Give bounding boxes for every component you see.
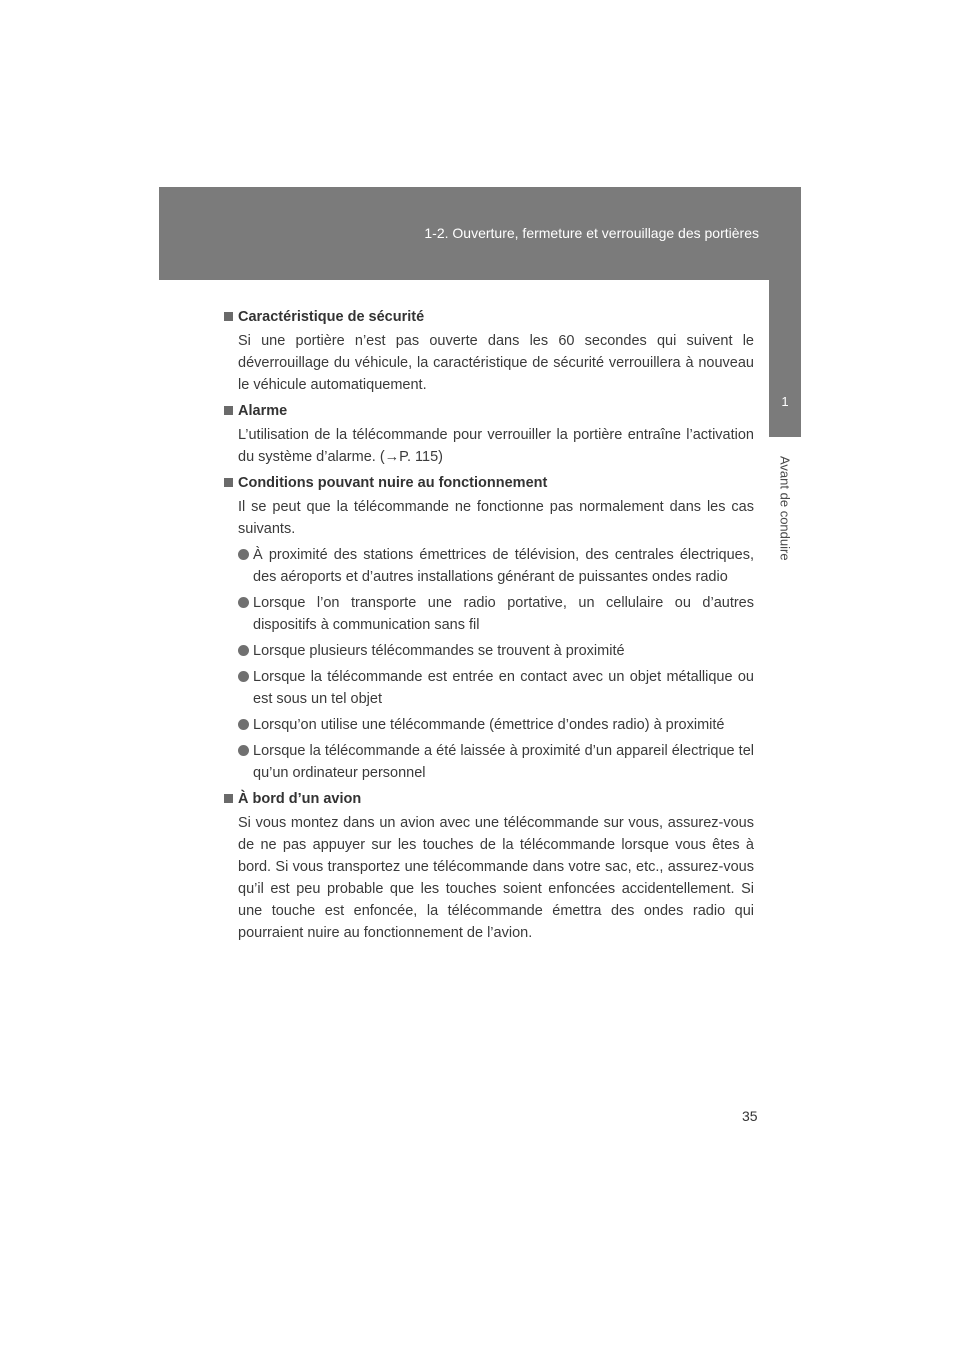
circle-bullet-icon bbox=[238, 719, 249, 730]
conditions-list bbox=[238, 544, 754, 784]
list-item: Lorsque la télécommande est entrée en contact avec un objet métallique ou est sous un tel objet bbox=[238, 666, 754, 710]
page-content bbox=[224, 306, 754, 948]
section-title: À bord d’un avion bbox=[224, 788, 754, 810]
circle-bullet-icon bbox=[238, 745, 249, 756]
section-title: Alarme bbox=[224, 400, 754, 422]
list-item: Lorsqu’on utilise une télécommande (émettrice d’ondes radio) à proximité bbox=[238, 714, 754, 736]
chapter-header bbox=[159, 187, 801, 280]
circle-bullet-icon bbox=[238, 549, 249, 560]
section-avion bbox=[224, 788, 754, 944]
circle-bullet-icon bbox=[238, 645, 249, 656]
section-title: Conditions pouvant nuire au fonctionnement bbox=[224, 472, 754, 494]
list-item: Lorsque plusieurs télécommandes se trouvent à proximité bbox=[238, 640, 754, 662]
side-label bbox=[769, 447, 801, 569]
list-item: Lorsque la télécommande a été laissée à proximité d’un appareil électrique tel qu’un ordinateur personnel bbox=[238, 740, 754, 784]
section-text: Si vous montez dans un avion avec une télécommande sur vous, assurez-vous de ne pas appuyer sur les touches de la télécommande lorsque vous êtes à bord. Si vous transportez une télécommande dans votre sac, etc., assurez-vous qu’il est peu probable que les touches soient enfoncées accidentellement. Si une touche est enfoncée, la télécommande émettra des ondes radio qui pourraient nuire au fonctionnement de l’avion. bbox=[238, 815, 754, 941]
square-bullet-icon bbox=[224, 312, 233, 321]
page-number: 35 bbox=[742, 1108, 758, 1124]
square-bullet-icon bbox=[224, 478, 233, 487]
side-label-text: Avant de conduire bbox=[777, 455, 793, 561]
section-alarme bbox=[224, 400, 754, 468]
list-item: Lorsque l’on transporte une radio portative, un cellulaire ou d’autres dispositifs à communication sans fil bbox=[238, 592, 754, 636]
chapter-title: 1-2. Ouverture, fermeture et verrouillage des portières bbox=[424, 225, 759, 241]
chapter-tab-number: 1 bbox=[781, 394, 789, 409]
list-item: À proximité des stations émettrices de télévision, des centrales électriques, des aéroports et d’autres installations générant de puissantes ondes radio bbox=[238, 544, 754, 588]
section-text: L’utilisation de la télécommande pour verrouiller la portière entraîne l’activation du système d’alarme. (→P. 115) bbox=[238, 427, 754, 465]
section-title: Caractéristique de sécurité bbox=[224, 306, 754, 328]
section-text: Si une portière n’est pas ouverte dans les 60 secondes qui suivent le déverrouillage du véhicule, la caractéristique de sécurité verrouillera à nouveau le véhicule automatiquement. bbox=[238, 333, 754, 393]
section-text: Il se peut que la télécommande ne fonctionne pas normalement dans les cas suivants. bbox=[238, 499, 754, 537]
square-bullet-icon bbox=[224, 794, 233, 803]
square-bullet-icon bbox=[224, 406, 233, 415]
section-conditions bbox=[224, 472, 754, 784]
circle-bullet-icon bbox=[238, 597, 249, 608]
circle-bullet-icon bbox=[238, 671, 249, 682]
section-securite bbox=[224, 306, 754, 396]
chapter-tab bbox=[769, 280, 801, 437]
